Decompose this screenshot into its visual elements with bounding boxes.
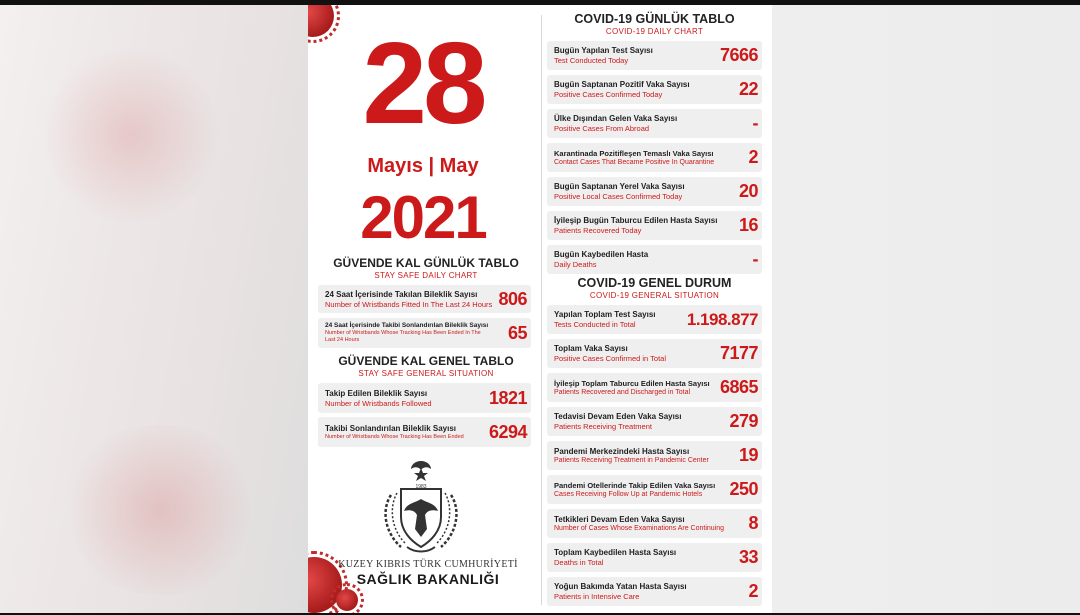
row-label-tr: Tetkikleri Devam Eden Vaka Sayısı: [554, 515, 685, 524]
covid-daily-row: [547, 177, 762, 206]
row-label-tr: 24 Saat İçerisinde Takibi Sonlandırılan Bileklik Sayısı: [325, 322, 489, 329]
row-label-en: Patients Recovered Today: [554, 226, 642, 235]
virus-decoration-icon: [336, 589, 358, 611]
covid-general-row: [547, 577, 762, 606]
covid-daily-row: [547, 75, 762, 104]
row-label-tr: Takibi Sonlandırılan Bileklik Sayısı: [325, 424, 457, 433]
date-day: 28: [362, 18, 484, 148]
row-value: 2: [748, 147, 758, 167]
virus-decoration-icon: [308, 5, 334, 37]
row-label-tr: Bugün Saptanan Yerel Vaka Sayısı: [554, 182, 685, 191]
row-label-en: Deaths in Total: [554, 558, 604, 567]
ministry-name: SAĞLIK BAKANLIĞI: [356, 571, 500, 587]
row-label-en: Number of Cases Whose Examinations Are Continuing: [554, 525, 725, 532]
row-label-en: Number of Wristbands Fitted In The Last 24 Hours: [325, 299, 493, 309]
row-label-en: Patients Receiving Treatment: [554, 422, 652, 431]
row-label-en: Number of Wristbands Whose Tracking Has Been Ended In The Last 24 Hours: [325, 330, 481, 343]
row-label-en: Number of Wristbands Whose Tracking Has Been Ended: [325, 434, 464, 440]
row-label-en: Daily Deaths: [554, 260, 597, 269]
covid-daily-row: [547, 211, 762, 240]
row-label-en: Test Conducted Today: [554, 56, 629, 65]
covid-daily-row: [547, 245, 762, 274]
row-label-tr: Karantinada Pozitifleşen Temaslı Vaka Sayısı: [554, 149, 714, 158]
emblem-year: 1983: [415, 484, 427, 490]
covid-general-row: [547, 305, 762, 334]
stay-safe-daily-row: [318, 285, 531, 313]
row-label-en: Patients Receiving Treatment in Pandemic Center: [554, 457, 709, 464]
covid-daily-row: [547, 143, 762, 172]
stay-safe-general-title: GÜVENDE KAL GENEL TABLO: [338, 354, 514, 368]
row-label-tr: 24 Saat İçerisinde Takılan Bileklik Sayısı: [325, 289, 478, 299]
row-label-tr: Bugün Kaybedilen Hasta: [554, 250, 649, 259]
stay-safe-daily-title: GÜVENDE KAL GÜNLÜK TABLO: [333, 256, 519, 270]
row-label-tr: Toplam Vaka Sayısı: [554, 344, 628, 353]
state-emblem-icon: [371, 455, 471, 565]
row-label-tr: Ülke Dışından Gelen Vaka Sayısı: [554, 114, 678, 123]
row-value: 7666: [719, 45, 758, 65]
covid-daily-row: [547, 41, 762, 70]
left-background: [0, 5, 308, 613]
row-label-en: Positive Local Cases Confirmed Today: [554, 192, 683, 201]
row-value: 6865: [719, 377, 758, 397]
row-value: 1821: [488, 387, 527, 408]
row-value: 1.198.877: [686, 309, 758, 329]
covid-general-row: [547, 373, 762, 402]
covid-general-title: COVID-19 GENEL DURUM: [577, 276, 732, 290]
row-label-tr: Yapılan Toplam Test Sayısı: [554, 310, 656, 319]
row-value: 33: [738, 547, 758, 567]
stay-safe-daily-subtitle: STAY SAFE DAILY CHART: [374, 271, 478, 280]
row-label-tr: Bugün Saptanan Pozitif Vaka Sayısı: [554, 80, 690, 89]
row-label-en: Cases Receiving Follow Up at Pandemic Hotels: [554, 491, 703, 498]
row-label-en: Patients Recovered and Discharged in Total: [554, 389, 691, 396]
row-label-en: Number of Wristbands Followed: [325, 398, 432, 408]
row-label-en: Positive Cases From Abroad: [554, 124, 650, 133]
covid-general-row: [547, 475, 762, 504]
row-value: 7177: [719, 343, 758, 363]
row-value: 65: [507, 322, 527, 343]
row-value: -: [752, 113, 758, 133]
row-value: 6294: [488, 421, 527, 442]
row-label-tr: Pandemi Merkezindeki Hasta Sayısı: [554, 447, 690, 456]
row-label-en: Contact Cases That Became Positive In Quarantine: [554, 159, 715, 166]
covid-daily-title: COVID-19 GÜNLÜK TABLO: [574, 12, 735, 26]
stay-safe-daily-row: [318, 318, 531, 348]
covid-general-row: [547, 441, 762, 470]
row-value: 2: [748, 581, 758, 601]
date-month: Mayıs | May: [367, 155, 479, 177]
row-label-tr: Toplam Kaybedilen Hasta Sayısı: [554, 548, 677, 557]
row-label-tr: Yoğun Bakımda Yatan Hasta Sayısı: [554, 582, 687, 591]
stay-safe-general-row: [318, 383, 531, 413]
covid-general-row: [547, 339, 762, 368]
row-value: 16: [738, 215, 758, 235]
row-value: 8: [748, 513, 758, 533]
row-label-tr: Pandemi Otellerinde Takip Edilen Vaka Sayısı: [554, 481, 716, 490]
row-label-tr: İyileşip Toplam Taburcu Edilen Hasta Sayısı: [554, 379, 710, 388]
stay-safe-general-row: [318, 417, 531, 447]
stay-safe-general-subtitle: STAY SAFE GENERAL SITUATION: [358, 369, 494, 378]
row-label-tr: İyileşip Bugün Taburcu Edilen Hasta Sayısı: [554, 216, 718, 225]
row-label-tr: Takip Edilen Bileklik Sayısı: [325, 388, 428, 398]
row-label-en: Positive Cases Confirmed in Total: [554, 354, 666, 363]
covid-general-subtitle: COVID-19 GENERAL SITUATION: [589, 291, 720, 300]
covid-general-row: [547, 407, 762, 436]
row-label-en: Patients in Intensive Care: [554, 592, 640, 601]
covid-daily-subtitle: COVID-19 DAILY CHART: [605, 27, 704, 36]
column-divider: [541, 15, 542, 605]
covid-poster: [308, 5, 772, 613]
row-value: 22: [738, 79, 758, 99]
row-label-en: Tests Conducted in Total: [554, 320, 636, 329]
row-value: 250: [729, 479, 758, 499]
organization-name: KUZEY KIBRIS TÜRK CUMHURİYETİ: [338, 559, 518, 570]
row-value: 19: [738, 445, 758, 465]
covid-daily-row: [547, 109, 762, 138]
right-background: [772, 5, 1080, 613]
row-label-en: Positive Cases Confirmed Today: [554, 90, 663, 99]
row-value: 279: [729, 411, 758, 431]
row-value: 806: [498, 288, 527, 309]
row-label-tr: Tedavisi Devam Eden Vaka Sayısı: [554, 412, 682, 421]
covid-general-row: [547, 509, 762, 538]
row-value: -: [752, 249, 758, 269]
date-year: 2021: [360, 184, 486, 251]
row-value: 20: [738, 181, 758, 201]
row-label-tr: Bugün Yapılan Test Sayısı: [554, 46, 653, 55]
covid-general-row: [547, 543, 762, 572]
